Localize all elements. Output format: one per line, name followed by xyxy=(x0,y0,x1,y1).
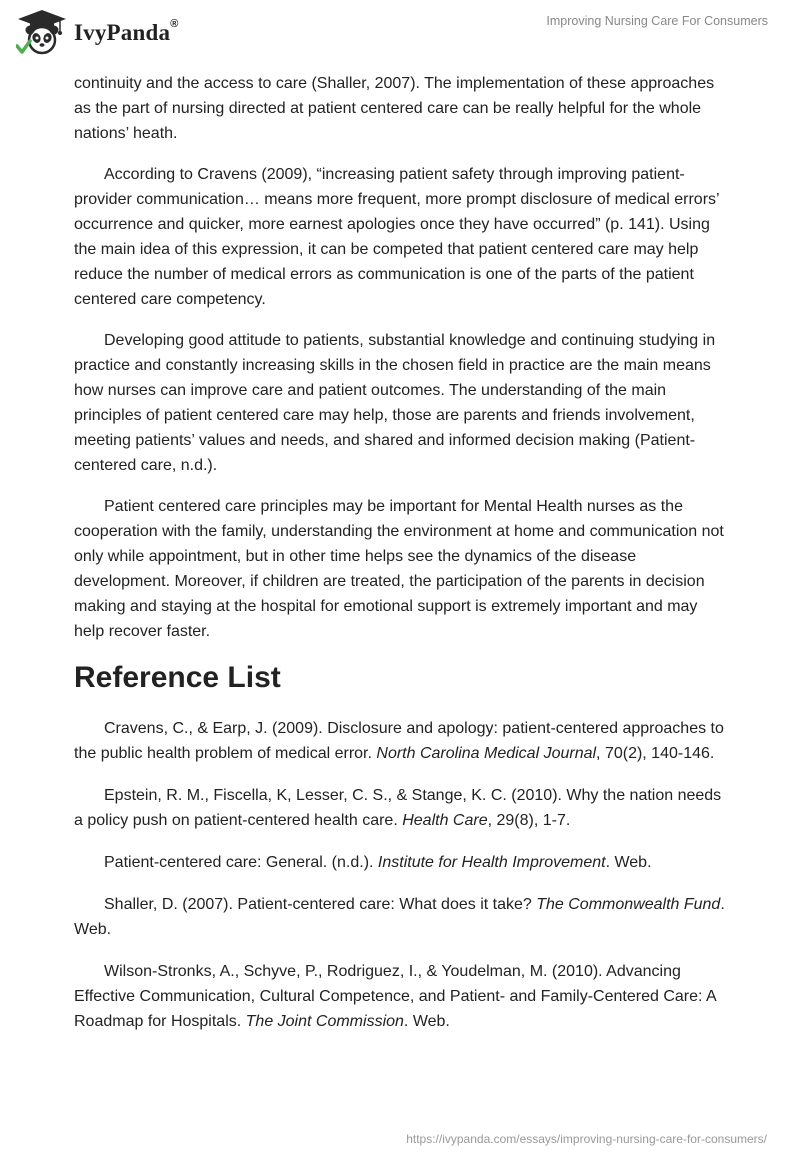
reference-item xyxy=(74,959,730,1034)
reference-item xyxy=(74,892,730,942)
reference-text: Shaller, D. (2007). Patient-centered care: What does it take? xyxy=(104,896,537,913)
reference-text: Wilson-Stronks, A., Schyve, P., Rodriguez, I., & Youdelman, M. (2010). Advancing Effective Communication, Cultural Competence, and Patient- and Family-Centered Care: A Roadmap for Hospitals. xyxy=(74,963,716,1030)
essay-content xyxy=(74,71,730,1051)
body-paragraph: Developing good attitude to patients, substantial knowledge and continuing studying in practice and constantly increasing skills in the chosen field in practice are the main means how nurses can improve care and patient outcomes. The understanding of the main principles of patient centered care may help, those are parents and friends involvement, meeting patients’ values and needs, and shared and informed decision making (Patient-centered care, n.d.). xyxy=(74,332,716,474)
reference-text: Patient-centered care: General. (n.d.). xyxy=(104,854,378,871)
reference-list-heading: Reference List xyxy=(74,661,281,694)
reference-details: , 70(2), 140-146. xyxy=(596,745,715,762)
page-url[interactable]: https://ivypanda.com/essays/improving-nursing-care-for-consumers/ xyxy=(406,1132,767,1146)
reference-source: The Commonwealth Fund xyxy=(536,896,721,913)
body-paragraph: continuity and the access to care (Shaller, 2007). The implementation of these approaches as the part of nursing directed at patient centered care can be really helpful for the whole nations’ heath. xyxy=(74,75,715,142)
reference-source: The Joint Commission xyxy=(245,1013,404,1030)
reference-details: . Web. xyxy=(74,896,725,938)
reference-source: Institute for Health Improvement xyxy=(377,854,606,871)
reference-item xyxy=(74,716,730,766)
body-paragraph: According to Cravens (2009), “increasing patient safety through improving patient-provider communication… means more frequent, more prompt disclosure of medical errors’ occurrence and quicker, more earnest apologies once they have occurred” (p. 141). Using the main idea of this expression, it can be competed that patient centered care may help reduce the number of medical errors as communication is one of the parts of the patient centered care competency. xyxy=(74,166,719,308)
reference-source: North Carolina Medical Journal xyxy=(376,745,597,762)
reference-text: Cravens, C., & Earp, J. (2009). Disclosure and apology: patient-centered approaches to the public health problem of medical error. xyxy=(74,720,724,762)
reference-details: , 29(8), 1-7. xyxy=(487,812,571,829)
reference-source: Health Care xyxy=(402,812,488,829)
brand-name: IvyPanda® xyxy=(74,18,179,45)
body-paragraph: Patient centered care principles may be important for Mental Health nurses as the cooperation with the family, understanding the environment at home and communication not only while appointment, but in other time helps see the dynamics of the disease development. Moreover, if children are treated, the participation of the parents in decision making and staying at the hospital for emotional support is extremely important and may help recover faster. xyxy=(74,498,724,640)
reference-text: Epstein, R. M., Fiscella, K, Lesser, C. S., & Stange, K. C. (2010). Why the nation needs a policy push on patient-centered health care. xyxy=(74,787,722,829)
reference-details: . Web. xyxy=(403,1013,450,1030)
reference-item xyxy=(74,783,730,833)
reference-details: . Web. xyxy=(605,854,652,871)
document-title: Improving Nursing Care For Consumers xyxy=(546,14,768,28)
page-header xyxy=(0,0,800,70)
reference-item xyxy=(74,850,730,875)
panda-graduate-icon xyxy=(16,8,68,58)
brand-logo[interactable] xyxy=(16,8,179,58)
